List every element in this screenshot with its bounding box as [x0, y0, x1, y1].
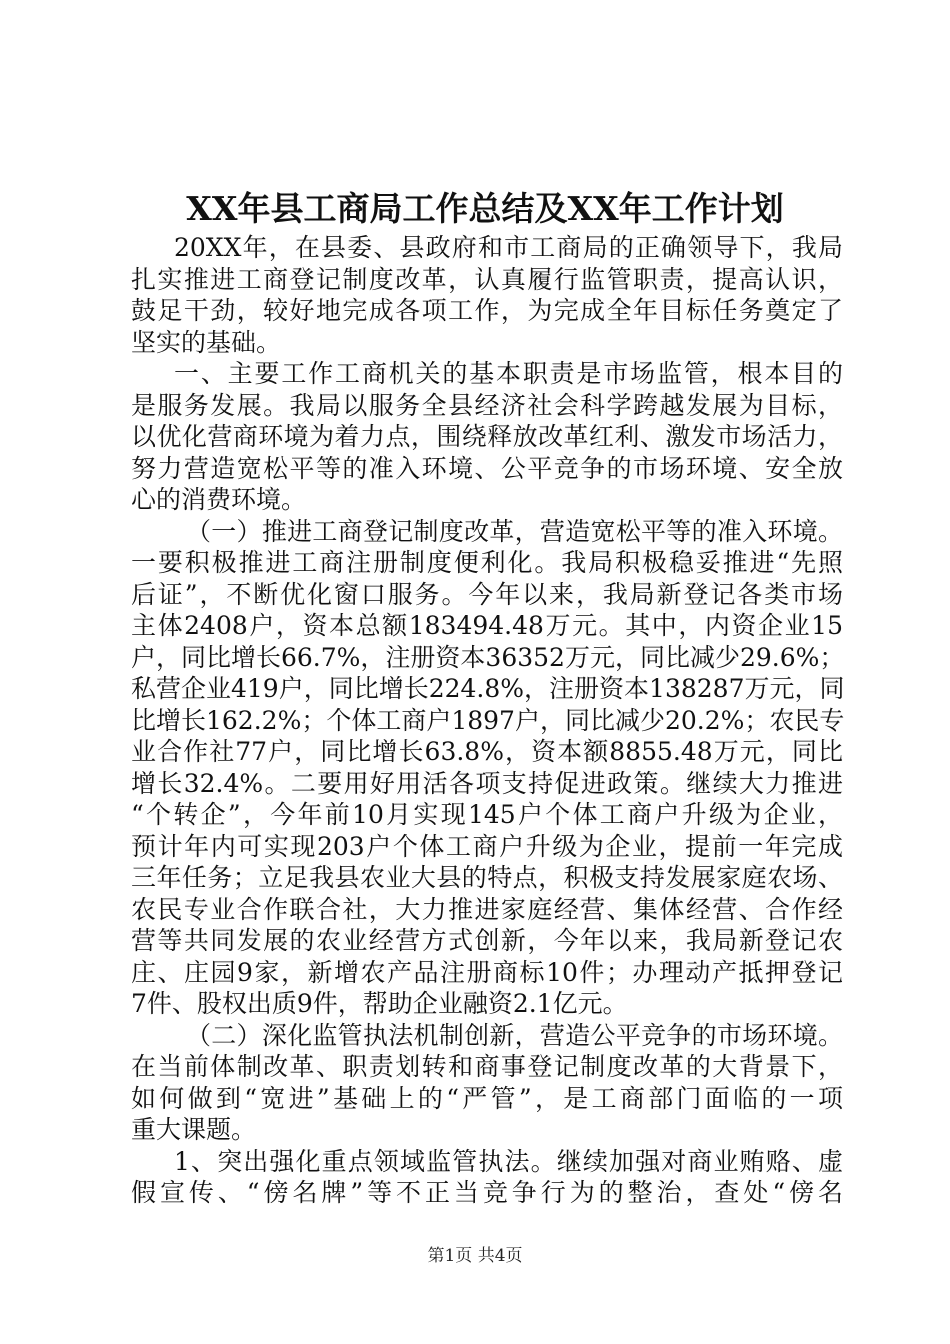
section-heading-line: （一）推进工商登记制度改革，营造宽松平等的准入环境。: [186, 516, 843, 546]
paragraph-line: 是服务发展。我局以服务全县经济社会科学跨越发展为目标，: [131, 390, 843, 420]
paragraph-line: 增长32.4%。二要用好用活各项支持促进政策。继续大力推进: [131, 768, 843, 798]
paragraph-line: 庄、庄园9家，新增农产品注册商标10件；办理动产抵押登记: [131, 957, 843, 987]
document-body: [131, 232, 843, 1209]
paragraph-line: 业合作社77户，同比增长63.8%，资本额8855.48万元，同比: [131, 737, 843, 766]
paragraph-line: 鼓足干劲，较好地完成各项工作，为完成全年目标任务奠定了: [131, 296, 843, 325]
paragraph-line: 如何做到“宽进”基础上的“严管”，是工商部门面临的一项: [131, 1083, 843, 1113]
paragraph-line: 户，同比增长66.7%，注册资本36352万元，同比减少29.6%；: [131, 642, 845, 672]
section-heading-line: （二）深化监管执法机制创新，营造公平竞争的市场环境。: [186, 1020, 843, 1050]
paragraph-line: 私营企业419户，同比增长224.8%，注册资本138287万元，同: [131, 674, 845, 703]
paragraph-line: 扎实推进工商登记制度改革，认真履行监管职责，提高认识，: [131, 264, 843, 294]
page-number-footer: 第1页 共4页: [427, 1246, 523, 1266]
paragraph-line: 坚实的基础。: [131, 327, 282, 357]
paragraph-line: 努力营造宽松平等的准入环境、公平竞争的市场环境、安全放: [131, 453, 843, 483]
paragraph-line: 假宣传、“傍名牌”等不正当竞争行为的整治，查处“傍名: [131, 1178, 843, 1207]
paragraph-line: 以优化营商环境为着力点，围绕释放改革红利、激发市场活力，: [131, 422, 843, 451]
paragraph-line: 主体2408户，资本总额183494.48万元。其中，内资企业15: [131, 611, 843, 640]
paragraph-line: 在当前体制改革、职责划转和商事登记制度改革的大背景下，: [131, 1052, 843, 1081]
paragraph-line: 预计年内可实现203户个体工商户升级为企业，提前一年完成: [131, 831, 843, 861]
paragraph-line: 20XX年，在县委、县政府和市工商局的正确领导下，我局: [174, 233, 843, 262]
paragraph-line: 重大课题。: [131, 1115, 257, 1144]
paragraph-line: 农民专业合作联合社，大力推进家庭经营、集体经营、合作经: [131, 894, 843, 924]
paragraph-line: 1、突出强化重点领域监管执法。继续加强对商业贿赂、虚: [174, 1146, 843, 1176]
paragraph-line: 一、主要工作工商机关的基本职责是市场监管，根本目的: [174, 359, 843, 388]
paragraph-line: 后证”，不断优化窗口服务。今年以来，我局新登记各类市场: [131, 579, 843, 609]
paragraph-line: 营等共同发展的农业经营方式创新，今年以来，我局新登记农: [131, 926, 843, 955]
paragraph-line: “个转企”，今年前10月实现145户个体工商户升级为企业，: [131, 800, 843, 829]
document-title: XX年县工商局工作总结及XX年工作计划: [186, 189, 784, 228]
paragraph-line: 7件、股权出质9件，帮助企业融资2.1亿元。: [131, 989, 628, 1018]
paragraph-line: 比增长162.2%；个体工商户1897户，同比减少20.2%；农民专: [131, 705, 845, 735]
paragraph-line: 三年任务；立足我县农业大县的特点，积极支持发展家庭农场、: [131, 863, 843, 892]
paragraph-line: 一要积极推进工商注册制度便利化。我局积极稳妥推进“先照: [131, 548, 843, 577]
paragraph-line: 心的消费环境。: [131, 485, 307, 514]
